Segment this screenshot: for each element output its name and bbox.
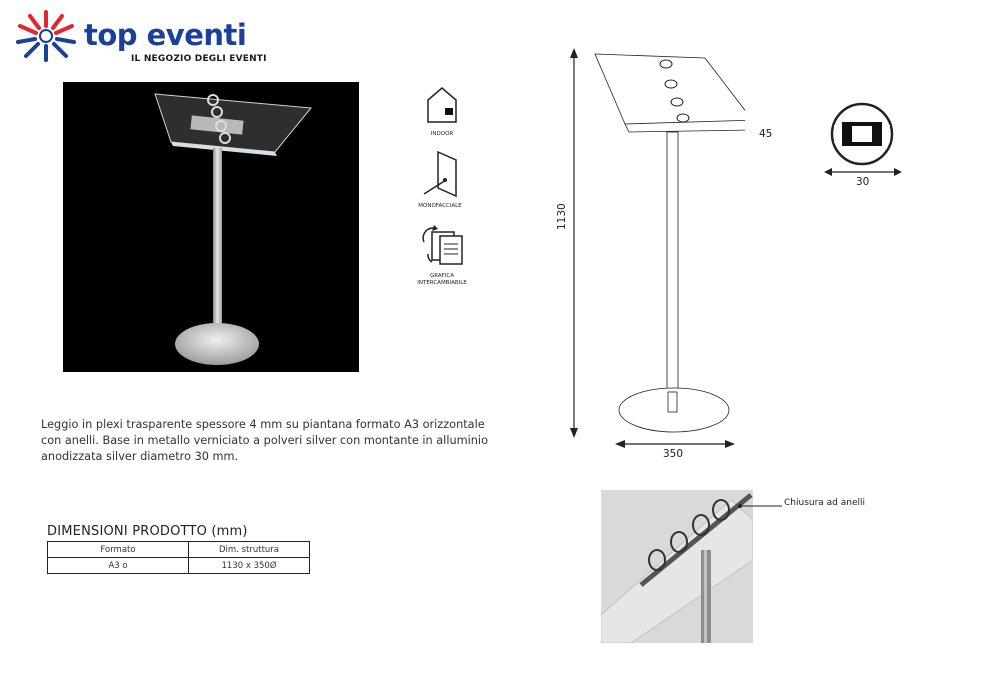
feature-label-intercambiabile: INTERCAMBIABILE (417, 280, 467, 286)
detail-photo (601, 490, 753, 643)
brand-name: top eventi (84, 18, 247, 52)
base-dimension-label: 350 (663, 448, 684, 460)
tube-diameter-label: 30 (856, 176, 870, 188)
table-row (48, 558, 310, 574)
tube-section-icon (824, 100, 904, 180)
logo[interactable] (10, 10, 267, 70)
interchangeable-graphic-icon (420, 222, 464, 268)
dimensions-table (47, 541, 310, 574)
table-header: Formato (48, 542, 189, 558)
brand-tagline: IL NEGOZIO DEGLI EVENTI (131, 54, 267, 64)
description-line: Leggio in plexi trasparente spessore 4 mm su piantana formato A3 orizzontale (41, 418, 485, 431)
feature-label-grafica: GRAFICA (429, 273, 454, 279)
technical-drawing (545, 40, 745, 470)
height-dimension-label: 1130 (556, 203, 568, 230)
dimensions-title: DIMENSIONI PRODOTTO (mm) (47, 524, 248, 539)
angle-dimension-label: 45 (759, 128, 773, 140)
single-sided-panel-icon (418, 150, 462, 198)
feature-label-indoor: INDOOR (430, 131, 454, 137)
description-line: con anelli. Base in metallo verniciato a polveri silver con montante in alluminio (41, 434, 488, 447)
tube-section-drawing (824, 100, 904, 190)
detail-label: Chiusura ad anelli (784, 498, 866, 508)
feature-label-monofacciale: MONOFACCIALE (418, 203, 462, 209)
table-header: Dim. struttura (189, 542, 310, 558)
house-icon (420, 82, 464, 126)
table-cell: A3 o (48, 558, 189, 574)
description-line: anodizzata silver diametro 30 mm. (41, 450, 239, 463)
product-description (41, 417, 511, 465)
feature-monofacciale (410, 150, 470, 210)
feature-grafica-intercambiabile (412, 222, 472, 287)
table-cell: 1130 x 350Ø (189, 558, 310, 574)
product-photo (63, 82, 359, 372)
feature-indoor (412, 82, 472, 138)
starburst-logo-icon (10, 10, 82, 62)
detail-leader-line (738, 498, 784, 512)
